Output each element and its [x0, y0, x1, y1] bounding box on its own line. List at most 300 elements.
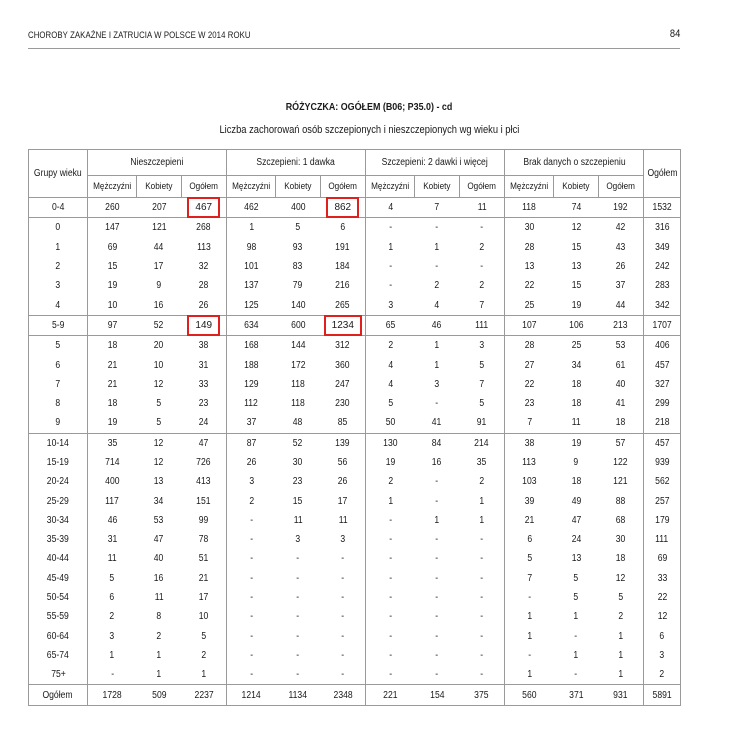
table-cell: 10 [88, 295, 137, 315]
table-cell: 21 [505, 511, 554, 530]
table-row [29, 394, 681, 413]
table-cell: 221 [366, 685, 415, 705]
table-cell: 3 [434, 378, 440, 390]
age-group-cell: 2 [29, 257, 88, 276]
table-cell: 360 [335, 359, 350, 371]
table-cell: - [341, 572, 345, 584]
table-row [29, 588, 681, 607]
table-cell: 49 [571, 495, 581, 507]
age-group-cell: 3 [29, 276, 88, 295]
table-cell: 1 [618, 649, 624, 661]
table-cell: 600 [276, 315, 321, 335]
table-cell: 13 [571, 553, 581, 565]
table-cell: 17 [154, 261, 164, 273]
age-group-cell: 30-34 [29, 511, 88, 530]
table-cell: - [227, 511, 276, 530]
table-cell: 299 [644, 394, 681, 413]
table-cell: 18 [88, 336, 137, 356]
table-cell: 2 [227, 491, 276, 510]
table-cell: 457 [644, 433, 681, 453]
table-cell: - [227, 588, 276, 607]
group-header: Brak danych o szczepieniu [505, 150, 644, 176]
table-cell: 121 [613, 476, 629, 488]
age-group-cell: 1 [29, 238, 88, 257]
table-cell: 2 [479, 280, 485, 292]
table-cell: 34 [571, 359, 581, 371]
table-cell: 18 [616, 553, 626, 565]
table-cell: 2 [479, 241, 485, 253]
table-cell: 22 [505, 276, 554, 295]
table-cell: 46 [88, 511, 137, 530]
age-group-cell: 60-64 [29, 627, 88, 646]
table-cell: 40 [616, 378, 626, 390]
table-cell: 33 [644, 569, 681, 588]
table-cell: 43 [616, 241, 626, 253]
table-cell: 265 [335, 299, 350, 311]
table-cell: 413 [196, 476, 211, 488]
table-row [29, 375, 681, 394]
table-cell: 48 [293, 417, 303, 429]
table-cell: 38 [182, 336, 227, 356]
table-cell: 30 [616, 534, 626, 546]
table-cell: - [480, 630, 484, 642]
table-cell: 634 [227, 315, 276, 335]
subheader-men: Mężczyźni [505, 176, 554, 198]
table-cell: 726 [196, 457, 211, 468]
table-cell: 5 [156, 398, 162, 410]
table-cell: 15 [293, 495, 303, 507]
table-cell: - [480, 649, 484, 661]
table-cell: 1 [366, 491, 415, 510]
table-cell: - [480, 553, 484, 565]
table-cell: 111 [460, 315, 505, 335]
table-cell: - [480, 669, 484, 681]
table-cell: 28 [198, 280, 209, 292]
table-cell: - [227, 549, 276, 568]
table-cell: 1 [618, 669, 624, 681]
table-cell: 230 [335, 398, 350, 410]
table-cell: 1532 [644, 198, 681, 218]
table-cell: 118 [505, 198, 554, 218]
table-cell: 509 [137, 685, 182, 705]
table-cell: - [296, 630, 300, 642]
table-cell: - [366, 511, 415, 530]
age-group-cell: 40-44 [29, 549, 88, 568]
table-cell: 1 [505, 665, 554, 685]
table-cell: - [460, 218, 505, 238]
table-cell: 7 [479, 299, 485, 311]
table-cell: 38 [505, 433, 554, 453]
table-cell: - [435, 495, 439, 507]
group-header: Nieszczepieni [88, 150, 227, 176]
table-cell: - [366, 646, 415, 665]
table-cell: 1707 [644, 315, 681, 335]
table-cell: 316 [644, 218, 681, 238]
running-title: CHOROBY ZAKAŹNE I ZATRUCIA W POLSCE W 2014 ROKU [28, 30, 251, 41]
table-cell: 129 [227, 375, 276, 394]
table-cell: 457 [644, 355, 681, 374]
table-cell: 6 [505, 530, 554, 549]
table-cell: 2 [366, 336, 415, 356]
table-cell: 216 [335, 280, 350, 292]
age-group-cell: 75+ [29, 665, 88, 685]
table-cell: - [296, 553, 300, 565]
table-cell: 5 [479, 359, 485, 371]
table-cell: - [366, 569, 415, 588]
table-cell: - [227, 530, 276, 549]
table-cell: 84 [415, 433, 460, 453]
table-cell: 12 [154, 378, 164, 390]
table-cell: 1 [156, 669, 162, 681]
table-cell: 1 [88, 646, 137, 665]
table-cell: 69 [88, 238, 137, 257]
table-cell: - [480, 611, 484, 623]
table-cell: - [435, 649, 439, 661]
table-cell: - [435, 476, 439, 488]
table-cell: 283 [644, 276, 681, 295]
table-cell: 31 [88, 530, 137, 549]
subheader-total: Ogółem [460, 176, 505, 198]
table-cell: 349 [644, 238, 681, 257]
table-cell: 10 [198, 611, 209, 623]
highlighted-cell: 149 [182, 315, 227, 335]
table-cell: 53 [154, 514, 164, 526]
table-cell: 31 [198, 359, 209, 371]
table-cell: - [296, 669, 300, 681]
table-cell: 16 [154, 299, 164, 311]
table-cell: 218 [644, 413, 681, 433]
table-cell: - [574, 630, 578, 642]
table-cell: 3 [227, 472, 276, 491]
age-group-cell: 10-14 [29, 433, 88, 453]
subheader-men: Mężczyźni [366, 176, 415, 198]
table-cell: 112 [227, 394, 276, 413]
table-cell: 312 [321, 336, 366, 356]
table-cell: 11 [571, 417, 581, 429]
table-cell: 78 [198, 534, 209, 546]
table-row [29, 257, 681, 276]
table-cell: 21 [88, 375, 137, 394]
table-cell: - [227, 607, 276, 626]
group-header: Szczepieni: 2 dawki i więcej [366, 150, 505, 176]
table-cell: 42 [599, 218, 644, 238]
table-cell: 7 [479, 378, 485, 390]
table-cell: 19 [366, 453, 415, 472]
table-cell: - [505, 646, 554, 665]
table-cell: - [296, 611, 300, 623]
table-cell: 18 [616, 417, 626, 429]
table-cell: 11 [460, 198, 505, 218]
table-cell: 1 [573, 649, 579, 661]
table-cell: 1 [505, 627, 554, 646]
table-cell: 400 [88, 472, 137, 491]
table-cell: 6 [644, 627, 681, 646]
table-cell: - [366, 257, 415, 276]
page-number: 84 [669, 28, 680, 40]
table-cell: 44 [154, 241, 164, 253]
table-row [29, 276, 681, 295]
table-cell: 11 [154, 592, 164, 604]
table-cell: - [480, 534, 484, 546]
table-cell: 35 [88, 433, 137, 453]
table-cell: 2 [88, 607, 137, 626]
table-cell: 18 [571, 476, 581, 488]
table-cell: - [366, 549, 415, 568]
table-cell: 462 [227, 198, 276, 218]
subheader-women: Kobiety [276, 176, 321, 198]
table-cell: 47 [571, 514, 581, 526]
table-cell: 33 [198, 378, 209, 390]
table-cell: 19 [554, 433, 599, 453]
table-cell: - [574, 669, 578, 681]
table-cell: 99 [198, 514, 209, 526]
table-cell: - [227, 627, 276, 646]
table-cell: 2 [434, 280, 440, 292]
table-cell: 18 [571, 378, 581, 390]
table-cell: 68 [616, 514, 626, 526]
table-cell: 122 [613, 457, 629, 468]
table-body [29, 198, 681, 706]
header-rule [28, 48, 680, 49]
table-cell: 5 [366, 394, 415, 413]
table-row [29, 198, 681, 218]
table-cell: 97 [88, 315, 137, 335]
table-cell: 13 [505, 257, 554, 276]
table-cell: 52 [137, 315, 182, 335]
table-cell: 107 [505, 315, 554, 335]
table-cell: 4 [366, 198, 415, 218]
age-group-cell: 45-49 [29, 569, 88, 588]
table-cell: 4 [366, 375, 415, 394]
table-cell: 16 [432, 457, 442, 468]
table-cell: 79 [293, 280, 303, 292]
table-cell: 26 [198, 299, 209, 311]
table-cell: 6 [88, 588, 137, 607]
table-cell: 7 [505, 413, 554, 433]
table-cell: 5891 [644, 685, 681, 705]
running-head [28, 28, 680, 44]
table-row [29, 627, 681, 646]
table-cell: 56 [337, 457, 348, 468]
table-cell: 52 [276, 433, 321, 453]
table-row [29, 336, 681, 356]
table-cell: - [296, 649, 300, 661]
subheader-men: Mężczyźni [227, 176, 276, 198]
age-group-cell: 5 [29, 336, 88, 356]
table-row [29, 511, 681, 530]
table-cell: 139 [321, 433, 366, 453]
table-cell: 939 [644, 453, 681, 472]
table-cell: 4 [366, 355, 415, 374]
table-cell: 61 [616, 359, 626, 371]
table-cell: 44 [616, 299, 626, 311]
table-cell: 18 [571, 398, 581, 410]
table-cell: 19 [571, 299, 581, 311]
table-cell: 375 [460, 685, 505, 705]
table-cell: 19 [88, 276, 137, 295]
table-cell: 406 [644, 336, 681, 356]
age-group-cell: 5-9 [29, 315, 88, 335]
table-cell: 34 [154, 495, 164, 507]
table-cell: 207 [137, 198, 182, 218]
table-cell: 9 [156, 280, 162, 292]
subheader-total: Ogółem [182, 176, 227, 198]
table-cell: - [341, 630, 345, 642]
table-cell: 117 [88, 491, 137, 510]
table-cell: 5 [88, 569, 137, 588]
table-cell: 24 [571, 534, 581, 546]
table-cell: 106 [554, 315, 599, 335]
age-group-cell: 25-29 [29, 491, 88, 510]
table-cell: 47 [182, 433, 227, 453]
table-cell: 9 [573, 457, 579, 468]
table-cell: 137 [227, 276, 276, 295]
table-cell: 50 [366, 413, 415, 433]
table-cell: 342 [644, 295, 681, 315]
table-cell: 1 [618, 630, 624, 642]
table-cell: 15 [571, 241, 581, 253]
table-cell: 151 [196, 495, 211, 507]
table-cell: 83 [293, 261, 303, 273]
subheader-women: Kobiety [415, 176, 460, 198]
table-cell: 5 [479, 398, 485, 410]
table-row [29, 238, 681, 257]
table-cell: - [480, 572, 484, 584]
table-cell: 1 [573, 611, 579, 623]
table-cell: 22 [505, 375, 554, 394]
table-cell: 1 [201, 669, 207, 681]
subheader-women: Kobiety [137, 176, 182, 198]
age-group-cell: 20-24 [29, 472, 88, 491]
table-cell: 2 [479, 476, 485, 488]
table-cell: 26 [616, 261, 626, 273]
table-cell: 179 [644, 511, 681, 530]
table-cell: 24 [198, 417, 209, 429]
table-cell: 118 [291, 378, 305, 390]
table-cell: 85 [337, 417, 348, 429]
table-cell: 1134 [276, 685, 321, 705]
table-cell: - [435, 261, 439, 273]
table-cell: 88 [616, 495, 626, 507]
table-row [29, 472, 681, 491]
table-title: RÓŻYCZKA: OGÓŁEM (B06; P35.0) - cd [285, 101, 453, 113]
table-cell: 19 [88, 413, 137, 433]
table-cell: 213 [599, 315, 644, 335]
table-cell: 53 [599, 336, 644, 356]
table-cell: 41 [616, 398, 626, 410]
table-cell: 51 [198, 553, 209, 565]
table-cell: 1 [366, 238, 415, 257]
table-row [29, 665, 681, 685]
table-row [29, 530, 681, 549]
table-cell: 188 [227, 355, 276, 374]
table-cell: 5 [201, 630, 207, 642]
table-cell: 17 [337, 495, 348, 507]
table-cell: 113 [196, 241, 211, 253]
table-cell: - [480, 261, 484, 273]
table-cell: 3 [644, 646, 681, 665]
table-cell: 371 [554, 685, 599, 705]
table-cell: 118 [291, 398, 305, 410]
table-cell: 242 [644, 257, 681, 276]
table-cell: 147 [88, 218, 137, 238]
table-cell: 560 [505, 685, 554, 705]
table-cell: - [366, 665, 415, 685]
table-cell: 57 [599, 433, 644, 453]
age-group-cell: 55-59 [29, 607, 88, 626]
table-cell: 12 [137, 433, 182, 453]
table-cell: 7 [505, 569, 554, 588]
table-cell: 257 [644, 491, 681, 510]
table-cell: - [341, 611, 345, 623]
table-cell: - [296, 572, 300, 584]
table-cell: 26 [227, 453, 276, 472]
table-cell: 101 [227, 257, 276, 276]
table-cell: 37 [227, 413, 276, 433]
table-cell: 46 [415, 315, 460, 335]
table-cell: - [366, 588, 415, 607]
table-cell: 191 [335, 241, 350, 253]
table-cell: 23 [198, 398, 209, 410]
table-row [29, 218, 681, 238]
table-row [29, 549, 681, 568]
table-subtitle: Liczba zachorowań osób szczepionych i nieszczepionych wg wieku i płci [219, 124, 519, 136]
table-cell: 28 [505, 336, 554, 356]
table-row [29, 569, 681, 588]
table-row [29, 295, 681, 315]
table-cell: 35 [477, 457, 487, 468]
table-cell: 714 [88, 453, 137, 472]
table-cell: 192 [599, 198, 644, 218]
age-group-cell: 50-54 [29, 588, 88, 607]
table-cell: 91 [477, 417, 487, 429]
table-row [29, 607, 681, 626]
table-cell: 5 [618, 592, 624, 604]
table-cell: 103 [505, 472, 554, 491]
table-cell: 214 [460, 433, 505, 453]
table-cell: 3 [88, 627, 137, 646]
table-cell: 2 [156, 630, 162, 642]
table-cell: - [435, 611, 439, 623]
table-cell: 12 [554, 218, 599, 238]
subheader-total: Ogółem [321, 176, 366, 198]
table-row [29, 355, 681, 374]
table-cell: 168 [227, 336, 276, 356]
table-cell: 130 [366, 433, 415, 453]
table-cell: 30 [505, 218, 554, 238]
table-cell: 17 [198, 592, 209, 604]
age-group-cell: 7 [29, 375, 88, 394]
table-cell: 93 [293, 241, 303, 253]
table-row [29, 491, 681, 510]
table-cell: 931 [599, 685, 644, 705]
table-cell: 22 [644, 588, 681, 607]
table-cell: 23 [293, 476, 303, 488]
table-cell: 25 [505, 295, 554, 315]
table-cell: 21 [88, 355, 137, 374]
age-group-cell: 35-39 [29, 530, 88, 549]
table-cell: 74 [554, 198, 599, 218]
table-cell: - [435, 630, 439, 642]
table-cell: 1 [434, 514, 440, 526]
table-cell: 20 [137, 336, 182, 356]
table-cell: 21 [198, 572, 209, 584]
table-cell: 16 [154, 572, 164, 584]
table-cell: 327 [644, 375, 681, 394]
table-cell: 5 [505, 549, 554, 568]
table-cell: 13 [571, 261, 581, 273]
table-cell: 562 [644, 472, 681, 491]
